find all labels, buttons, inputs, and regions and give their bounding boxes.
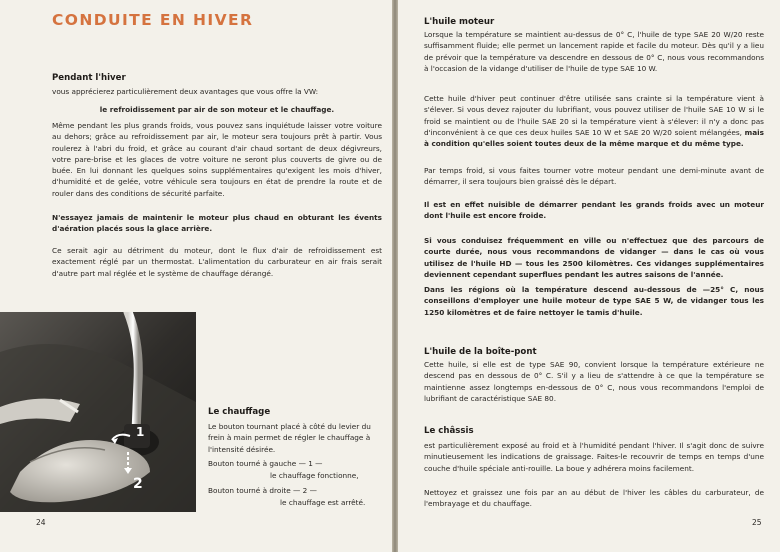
photo-label-2: 2: [133, 476, 143, 492]
photo-label-1: 1: [136, 425, 145, 439]
right-page: [398, 0, 780, 552]
gearbox-oil-heading: L'huile de la boîte-pont: [424, 347, 537, 357]
motor-oil-paragraph-2: [424, 93, 764, 149]
winter-intro: vous apprécierez particulièrement deux avantages que vous offre la VW:: [52, 87, 319, 96]
motor-oil-heading: L'huile moteur: [424, 17, 495, 27]
chassis-paragraph-2: Nettoyez et graissez une fois par an au début de l'hiver les câbles du carburateur, de l'embrayage et du chauffage.: [424, 488, 764, 509]
winter-heading: Pendant l'hiver: [52, 73, 126, 83]
winter-warning: N'essayez jamais de maintenir le moteur plus chaud en obturant les évents d'aération placés sous la glace arrière.: [52, 213, 382, 234]
knob-right-line-1: Bouton tourné à droite — 2 —: [208, 486, 317, 495]
knob-left-line-1: Bouton tourné à gauche — 1 —: [208, 459, 323, 468]
page-number-right: 25: [752, 518, 762, 527]
gearbox-oil-text: Cette huile, si elle est de type SAE 90, convient lorsque la température extérieure ne descend pas en dessous de 0° C. S'il y a lieu de s'attendre à ce que la température se maintienne assez longtemps en-dessous de 0° C, nous vous recommandons l'emploi de lubrifiant de caractéristique SAE 80.: [424, 360, 764, 403]
heating-knob-photo: [0, 312, 196, 512]
winter-highlight: le refroidissement par air de son moteur et le chauffage.: [99, 105, 335, 114]
motor-oil-p2-text: Cette huile d'hiver peut continuer d'être utilisée sans crainte si la température vient à s'élever. Si vous devez rajouter du lubrifiant, vous pouvez utiliser de l'huile SAE 10 W si le froid se maintient ou de l'huile SAE 20 si la température vient à s'élever: il n'y a donc pas d'inconvénient à ce que ces deux huiles SAE 10 W et SAE 20 W/20 soient mélangées,: [424, 94, 764, 137]
knob-right-line-2: le chauffage est arrêté.: [280, 498, 366, 507]
knob-left-line-2: le chauffage fonctionne,: [270, 471, 359, 480]
motor-oil-warning: Il est en effet nuisible de démarrer pendant les grands froids avec un moteur dont l'huile est encore froide.: [424, 200, 764, 221]
page-title: CONDUITE EN HIVER: [52, 11, 254, 29]
page-number-left: 24: [36, 518, 46, 527]
motor-oil-cold-regions: Dans les régions où la température descend au-dessous de —25° C, nous conseillons d'employer une huile moteur de type SAE 5 W, de vidanger tous les 1250 kilomètres et de faire nettoyer le tamis d'huile.: [424, 285, 764, 317]
chassis-heading: Le châssis: [424, 426, 474, 436]
heating-heading: Le chauffage: [208, 407, 271, 417]
motor-oil-city-driving: Si vous conduisez fréquemment en ville ou n'effectuez que des parcours de courte durée, nous vous recommandons de vidanger — dans le cas où vous utilisez de l'huile HD — tous les 2500 kilomètres. Ces vidanges supplémentaires deviennent cependant superflues pendant les autres saisons de l'année.: [424, 236, 764, 279]
motor-oil-p2-emphasis: mais à condition qu'elles soient toutes deux de la même marque et du même type.: [424, 127, 764, 149]
chassis-paragraph-1: est particulièrement exposé au froid et à l'humidité pendant l'hiver. Il s'agit donc de suivre minutieusement les indications de graissage. Faites-le recouvrir de temps en temps d'une couche d'huile spéciale anti-rouille. La boue y adhérera moins facilement.: [424, 441, 764, 473]
motor-oil-paragraph-1: Lorsque la température se maintient au-dessus de 0° C, l'huile de type SAE 20 W/20 reste suffisamment fluide; elle permet un lancement rapide et facile du moteur. Dès qu'il y a lieu de prévoir que la température va descendre en dessous de 0° C, nous vous recommandons à l'occasion de la vidange d'utiliser de l'huile de type SAE 10 W.: [424, 30, 764, 73]
winter-paragraph-1: Même pendant les plus grands froids, vous pouvez sans inquiétude laisser votre voiture au dehors; grâce au refroidissement par air, le moteur sera toujours prêt à partir. Vous roulerez à l'abri du froid, et grâce au courant d'air chaud sortant de deux dégivreurs, votre pare-brise et les glaces de votre voiture ne seront plus couverts de givre ou de buée. En lui donnant les quelques soins supplémentaires qu'exigent les mois d'hiver, d'humidité et de gelée, votre véhicule sera toujours en état de prendre la route et de rouler dans des conditions de sécurité parfaite.: [52, 121, 382, 198]
winter-paragraph-3: Ce serait agir au détriment du moteur, dont le flux d'air de refroidissement est exactement réglé par un thermostat. L'alimentation du carburateur en air frais serait d'autre part mal réglée et le système de chauffage dérangé.: [52, 246, 382, 278]
motor-oil-paragraph-3: Par temps froid, si vous faites tourner votre moteur pendant une demi-minute avant de démarrer, il sera toujours bien graissé dès le départ.: [424, 166, 764, 187]
heating-text: Le bouton tournant placé à côté du levier du frein à main permet de régler le chauffage à l'intensité désirée.: [208, 422, 371, 454]
